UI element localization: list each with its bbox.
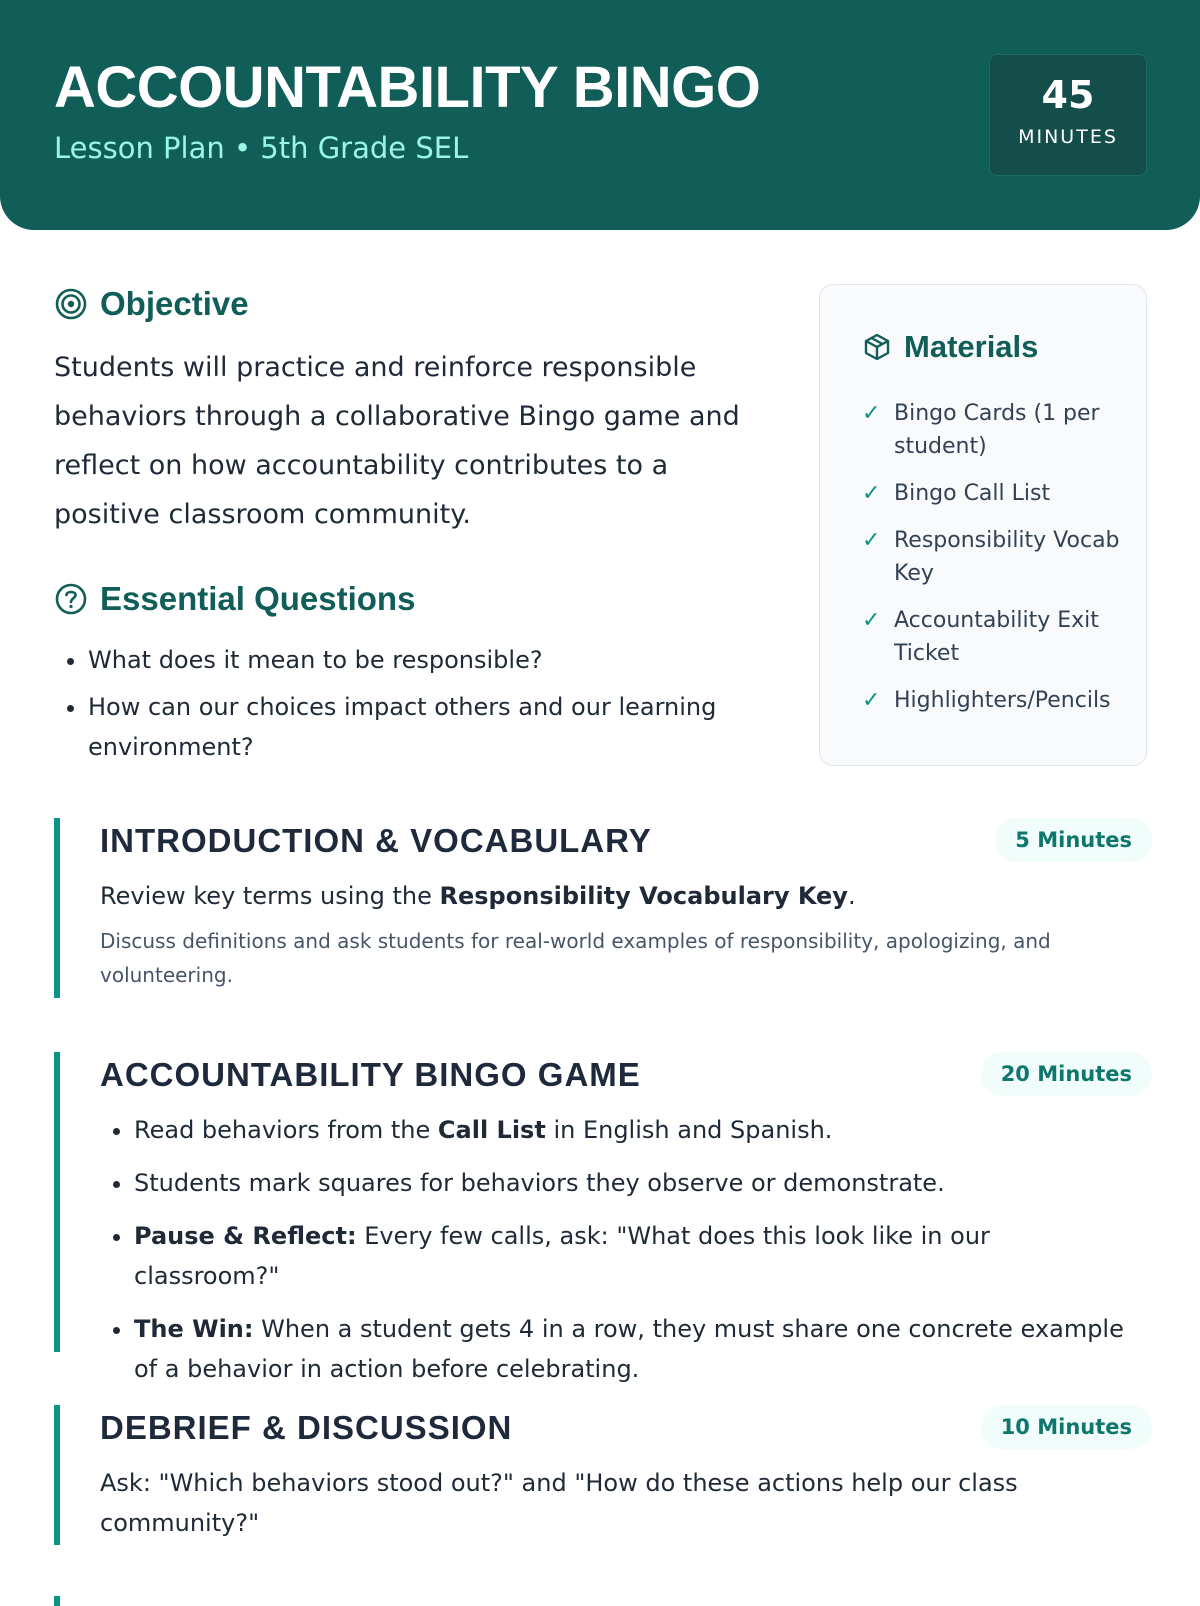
list-item: • How can our choices impact others and our learning environment? — [88, 687, 808, 767]
list-item — [862, 477, 1122, 510]
game-steps-list — [100, 1110, 1140, 1389]
step-introduction — [54, 818, 1152, 998]
box-icon — [862, 332, 892, 362]
text-segment: Every few calls, ask: "What does this look like in our classroom?" — [134, 1222, 990, 1290]
materials-heading — [862, 329, 1038, 365]
text-segment: Students mark squares for behaviors they observe or demonstrate. — [134, 1169, 945, 1197]
step-title: INTRODUCTION & VOCABULARY — [100, 822, 652, 859]
step-title: DEBRIEF & DISCUSSION — [100, 1409, 513, 1446]
check-icon: ✓ — [862, 688, 881, 713]
header-banner — [0, 0, 1200, 230]
text-segment: in English and Spanish. — [545, 1116, 833, 1144]
materials-list — [862, 397, 1122, 731]
step-body — [100, 876, 1140, 992]
list-item — [134, 1216, 1140, 1296]
check-icon: ✓ — [862, 528, 881, 553]
list-item: • What does it mean to be responsible? — [88, 640, 808, 680]
duration-unit: MINUTES — [1018, 126, 1118, 148]
duration-value: 45 — [1041, 73, 1095, 117]
text-emphasis: The Win: — [134, 1315, 254, 1343]
list-item — [134, 1309, 1140, 1389]
step-next-accent — [54, 1596, 1152, 1606]
material-label: Accountability Exit Ticket — [894, 608, 1099, 666]
check-icon: ✓ — [862, 401, 881, 426]
step-title: ACCOUNTABILITY BINGO GAME — [100, 1056, 641, 1093]
check-icon: ✓ — [862, 608, 881, 633]
material-label: Bingo Call List — [894, 481, 1051, 506]
page-title: ACCOUNTABILITY BINGO — [54, 55, 761, 120]
list-item — [134, 1163, 1140, 1203]
material-label: Highlighters/Pencils — [894, 688, 1111, 713]
text-segment: When a student gets 4 in a row, they must share one concrete example of a behavior in action before celebrating. — [134, 1315, 1124, 1383]
list-item — [862, 524, 1122, 590]
material-label: Bingo Cards (1 per student) — [894, 401, 1100, 459]
step-debrief — [54, 1405, 1152, 1545]
essential-questions-list — [54, 640, 808, 774]
step-body — [100, 1110, 1140, 1402]
essential-questions-heading-label: Essential Questions — [100, 580, 416, 617]
step-note: Discuss definitions and ask students for real-world examples of responsibility, apologizing, and volunteering. — [100, 929, 1051, 987]
materials-card — [819, 284, 1147, 766]
list-item — [862, 397, 1122, 463]
list-item — [862, 604, 1122, 670]
step-bingo-game — [54, 1052, 1152, 1383]
target-icon — [54, 287, 88, 321]
step-body — [100, 1463, 1140, 1543]
text-segment: . — [847, 882, 856, 910]
text-segment: Review key terms using the — [100, 882, 440, 910]
text-segment: Read behaviors from the — [134, 1116, 438, 1144]
text-emphasis: Pause & Reflect: — [134, 1222, 357, 1250]
question-circle-icon — [54, 582, 88, 616]
page-subtitle: Lesson Plan • 5th Grade SEL — [54, 131, 469, 165]
essential-questions-heading — [54, 580, 415, 618]
text-emphasis: Responsibility Vocabulary Key — [439, 882, 848, 910]
duration-badge: 10 Minutes — [981, 1405, 1152, 1449]
material-label: Responsibility Vocab Key — [894, 528, 1120, 586]
check-icon: ✓ — [862, 481, 881, 506]
objective-heading — [54, 285, 249, 323]
list-item — [862, 684, 1122, 717]
duration-badge: 20 Minutes — [981, 1052, 1152, 1096]
step-text: Ask: "Which behaviors stood out?" and "How do these actions help our class community?" — [100, 1469, 1018, 1537]
duration-box — [989, 54, 1147, 176]
list-item — [134, 1110, 1140, 1150]
step-text — [100, 876, 1140, 916]
objective-text: Students will practice and reinforce responsible behaviors through a collaborative Bingo game and reflect on how accountability contributes to a positive classroom community. — [54, 352, 740, 530]
materials-heading-label: Materials — [904, 329, 1039, 364]
objective-heading-label: Objective — [100, 285, 249, 322]
duration-badge: 5 Minutes — [995, 818, 1152, 862]
text-emphasis: Call List — [437, 1116, 546, 1144]
